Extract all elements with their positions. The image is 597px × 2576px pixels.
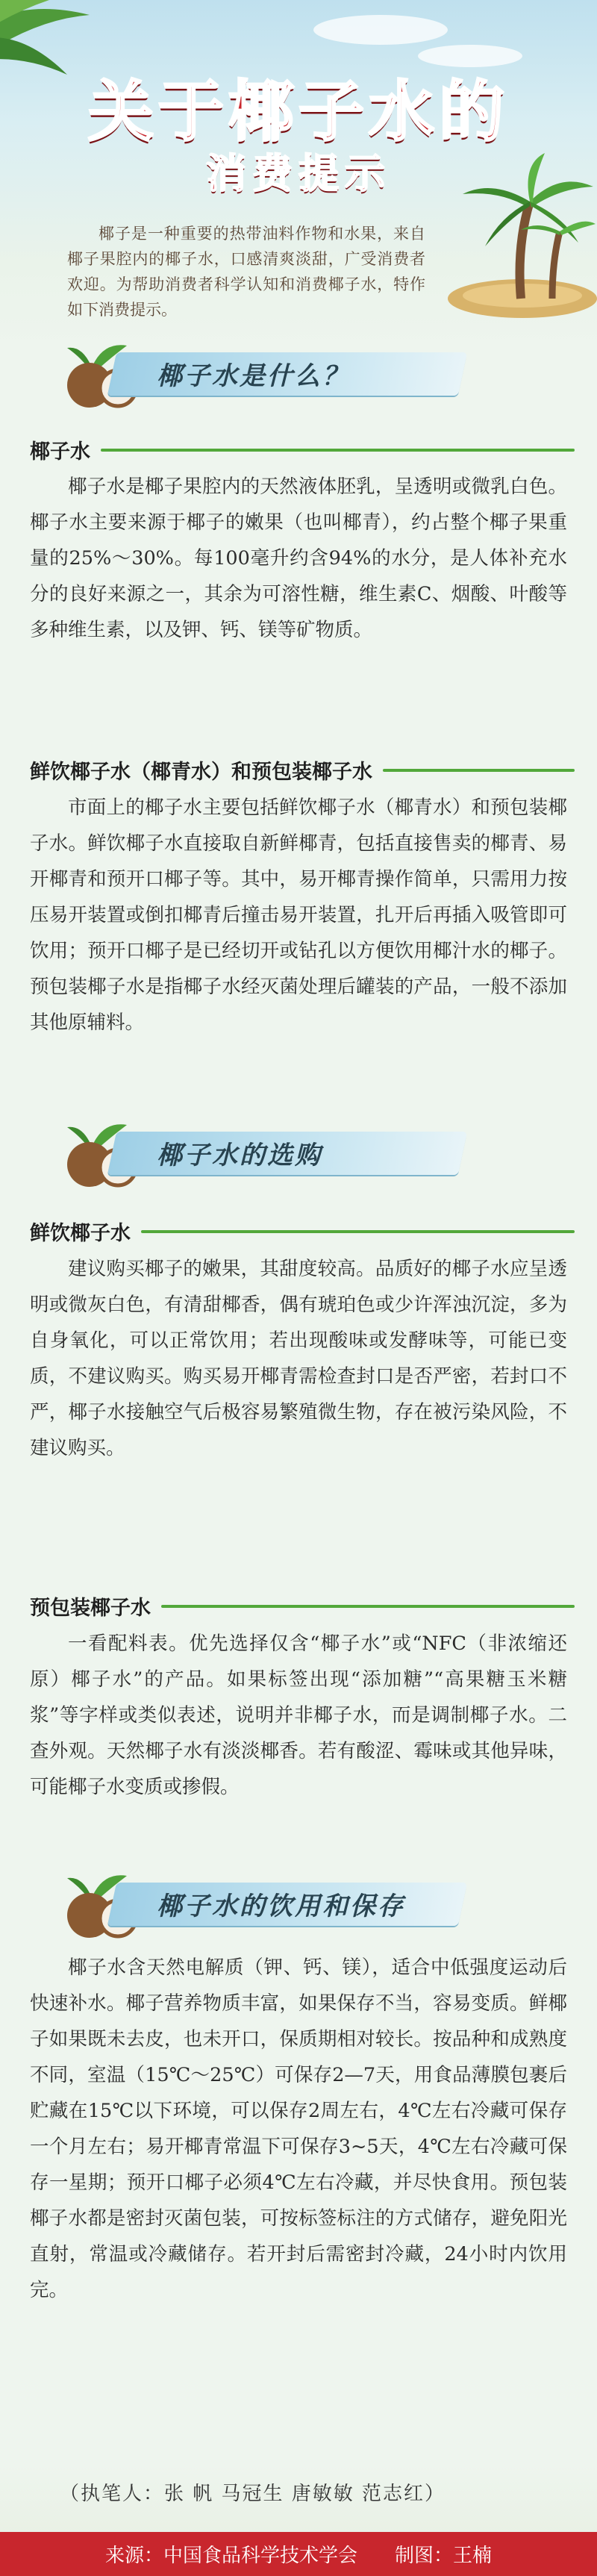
heading-rule: [383, 769, 575, 772]
heading-coconut-water: [30, 435, 575, 464]
header: [0, 0, 597, 351]
footer: [0, 2532, 597, 2576]
design-credit: 制图：王楠: [395, 2545, 493, 2567]
paragraph: 市面上的椰子水主要包括鲜饮椰子水（椰青水）和预包装椰子水。鲜饮椰子水直接取自新鲜椰青，包括直接售卖的椰青、易开椰青和预开口椰子等。其中，易开椰青操作简单，只需用力按压易开装置或倒扣椰青后撞击易开装置，扎开后再插入吸管即可饮用；预开口椰子是已经切开或钻孔以方便饮用椰汁水的椰子。预包装椰子水是指椰子水经灭菌处理后罐装的产品，一般不添加其他原辅料。: [30, 796, 567, 1034]
section-banner-what: [52, 342, 470, 402]
page-subtitle: 消费提示: [206, 150, 391, 197]
page-title: 关于椰子水的: [87, 73, 509, 150]
heading-fresh-coconut-water: [30, 1217, 575, 1246]
heading-text: 鲜饮椰子水: [30, 1222, 131, 1245]
heading-rule: [101, 449, 575, 452]
heading-text: 鲜饮椰子水（椰青水）和预包装椰子水: [30, 761, 372, 784]
paragraph: 建议购买椰子的嫩果，其甜度较高。品质好的椰子水应呈透明或微灰白色，有清甜椰香，偶有琥珀色或少许浑浊沉淀，多为自身氧化，可以正常饮用；若出现酸味或发酵味等，可能已变质，不建议购买。购买易开椰青需检查封口是否严密，若封口不严，椰子水接触空气后极容易繁殖微生物，存在被污染风险，不建议购买。: [30, 1258, 567, 1459]
banner-title: 椰子水的选购: [157, 1141, 322, 1170]
banner-title: 椰子水的饮用和保存: [157, 1892, 405, 1921]
palm-island-icon: [433, 149, 597, 328]
paragraph: 椰子水是椰子果腔内的天然液体胚乳，呈透明或微乳白色。椰子水主要来源于椰子的嫩果（也叫椰青），约占整个椰子果重量的25%～30%。每100毫升约含94%的水分，是人体补充水分的良好来源之一，其余为可溶性糖，维生素C、烟酸、叶酸等多种维生素，以及钾、钙、镁等矿物质。: [30, 475, 567, 641]
heading-text: 预包装椰子水: [30, 1597, 151, 1620]
banner-title: 椰子水是什么？: [157, 361, 350, 391]
heading-text: 椰子水: [30, 440, 90, 464]
source-credit: 来源：中国食品科学技术学会: [104, 2545, 357, 2567]
paragraph: 椰子水含天然电解质（钾、钙、镁），适合中低强度运动后快速补水。椰子营养物质丰富，如果保存不当，容易变质。鲜椰子如果既未去皮，也未开口，保质期相对较长。按品种和成熟度不同，室温（15℃～25℃）可保存2—7天，用食品薄膜包裹后贮藏在15℃以下环境，可以保存2周左右，4℃左右冷藏可保存一个月左右；易开椰青常温下可保存3~5天，4℃左右冷藏可保存一星期；预开口椰子必须4℃左右冷藏，并尽快食用。预包装椰子水都是密封灭菌包装，可按标签标注的方式储存，避免阳光直射，常温或冷藏储存。若开封后需密封冷藏，24小时内饮用完。: [30, 1956, 567, 2301]
section-banner-buying: [52, 1121, 470, 1181]
heading-fresh-vs-packaged: [30, 755, 575, 785]
authors: （执笔人：张 帆 马冠生 唐敏敏 范志红）: [60, 2483, 446, 2505]
heading-rule: [161, 1605, 575, 1608]
section-banner-storage: [52, 1872, 470, 1932]
heading-rule: [141, 1230, 575, 1233]
cloud: [313, 15, 448, 45]
heading-packaged-coconut-water: [30, 1591, 575, 1621]
intro-text: 椰子是一种重要的热带油料作物和水果，来自椰子果腔内的椰子水，口感清爽淡甜，广受消费者欢迎。为帮助消费者科学认知和消费椰子水，特作如下消费提示。: [67, 225, 425, 319]
paragraph: 一看配料表。优先选择仅含“椰子水”或“NFC（非浓缩还原）椰子水”的产品。如果标签出现“添加糖”“高果糖玉米糖浆”等字样或类似表述，说明并非椰子水，而是调制椰子水。二查外观。天然椰子水有淡淡椰香。若有酸涩、霉味或其他异味，可能椰子水变质或掺假。: [30, 1632, 567, 1798]
